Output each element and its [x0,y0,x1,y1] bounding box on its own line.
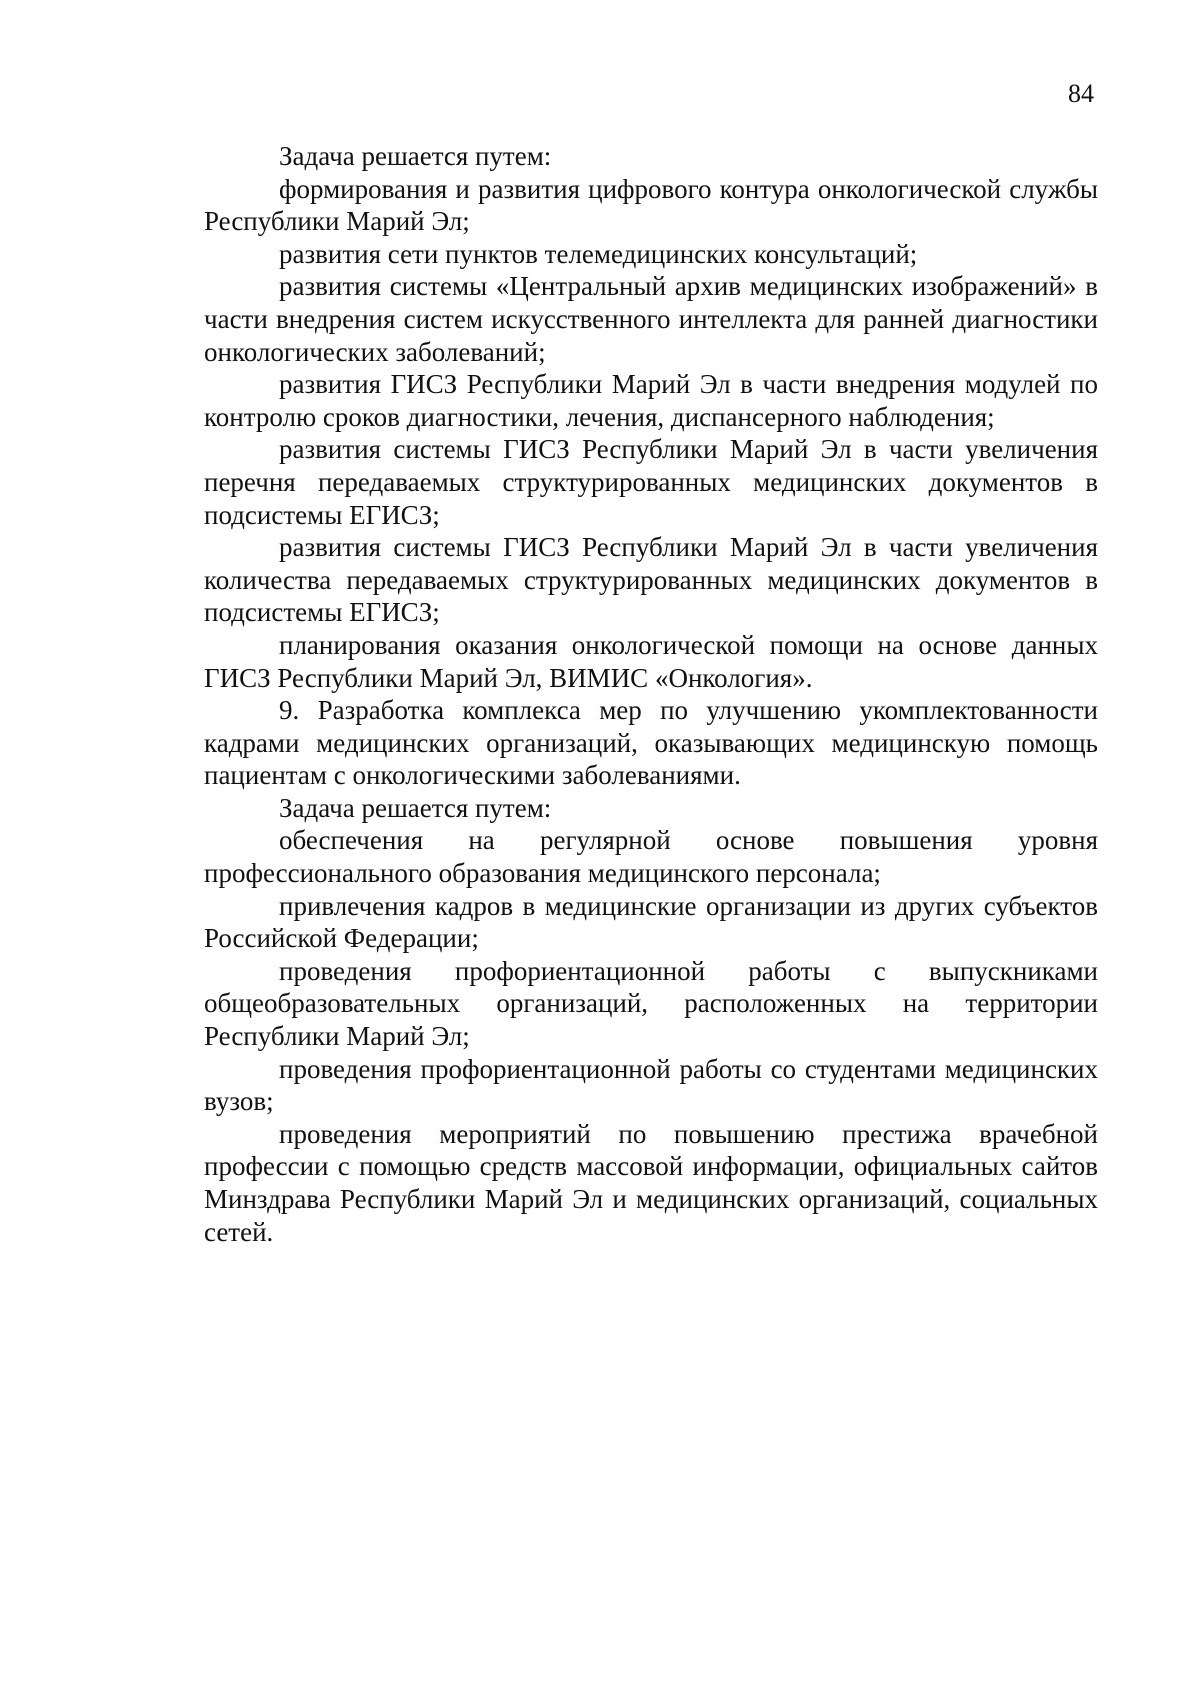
paragraph: развития системы ГИСЗ Республики Марий Эл в части увеличения перечня передаваемых структурированных медицинских документов в подсистемы ЕГИСЗ; [204,434,1098,530]
paragraph: Задача решается путем: [279,792,552,823]
paragraph: проведения профориентационной работы со студентами медицинских вузов; [204,1053,1098,1117]
page-number: 84 [1068,79,1094,108]
paragraph: планирования оказания онкологической помощи на основе данных ГИСЗ Республики Марий Эл, ВИМИС «Онкология». [204,629,1098,693]
paragraph: формирования и развития цифрового контура онкологической службы Республики Марий Эл; [204,173,1098,237]
section-heading-paragraph: 9. Разработка комплекса мер по улучшению укомплектованности кадрами медицинских организаций, оказывающих медицинскую помощь пациентам с онкологическими заболеваниями. [204,695,1098,791]
paragraph: Задача решается путем: [279,141,552,171]
paragraph: развития системы ГИСЗ Республики Марий Эл в части увеличения количества передаваемых структурированных медицинских документов в подсистемы ЕГИСЗ; [204,532,1098,628]
paragraph: обеспечения на регулярной основе повышения уровня профессионального образования медицинского персонала; [204,825,1098,889]
document-body [204,140,1098,1248]
paragraph: привлечения кадров в медицинские организации из других субъектов Российской Федерации; [204,890,1098,954]
paragraph: развития ГИСЗ Республики Марий Эл в части внедрения модулей по контролю сроков диагностики, лечения, диспансерного наблюдения; [204,369,1098,432]
paragraph: развития системы «Центральный архив медицинских изображений» в части внедрения систем искусственного интеллекта для ранней диагностики онкологических заболеваний; [204,271,1098,367]
paragraph: проведения профориентационной работы с выпускниками общеобразовательных организаций, расположенных на территории Республики Марий Эл; [204,955,1098,1052]
paragraph: проведения мероприятий по повышению престижа врачебной профессии с помощью средств массовой информации, официальных сайтов Минздрава Республики Марий Эл и медицинских организаций, социальных сетей. [204,1118,1098,1247]
paragraph: развития сети пунктов телемедицинских консультаций; [279,238,918,269]
